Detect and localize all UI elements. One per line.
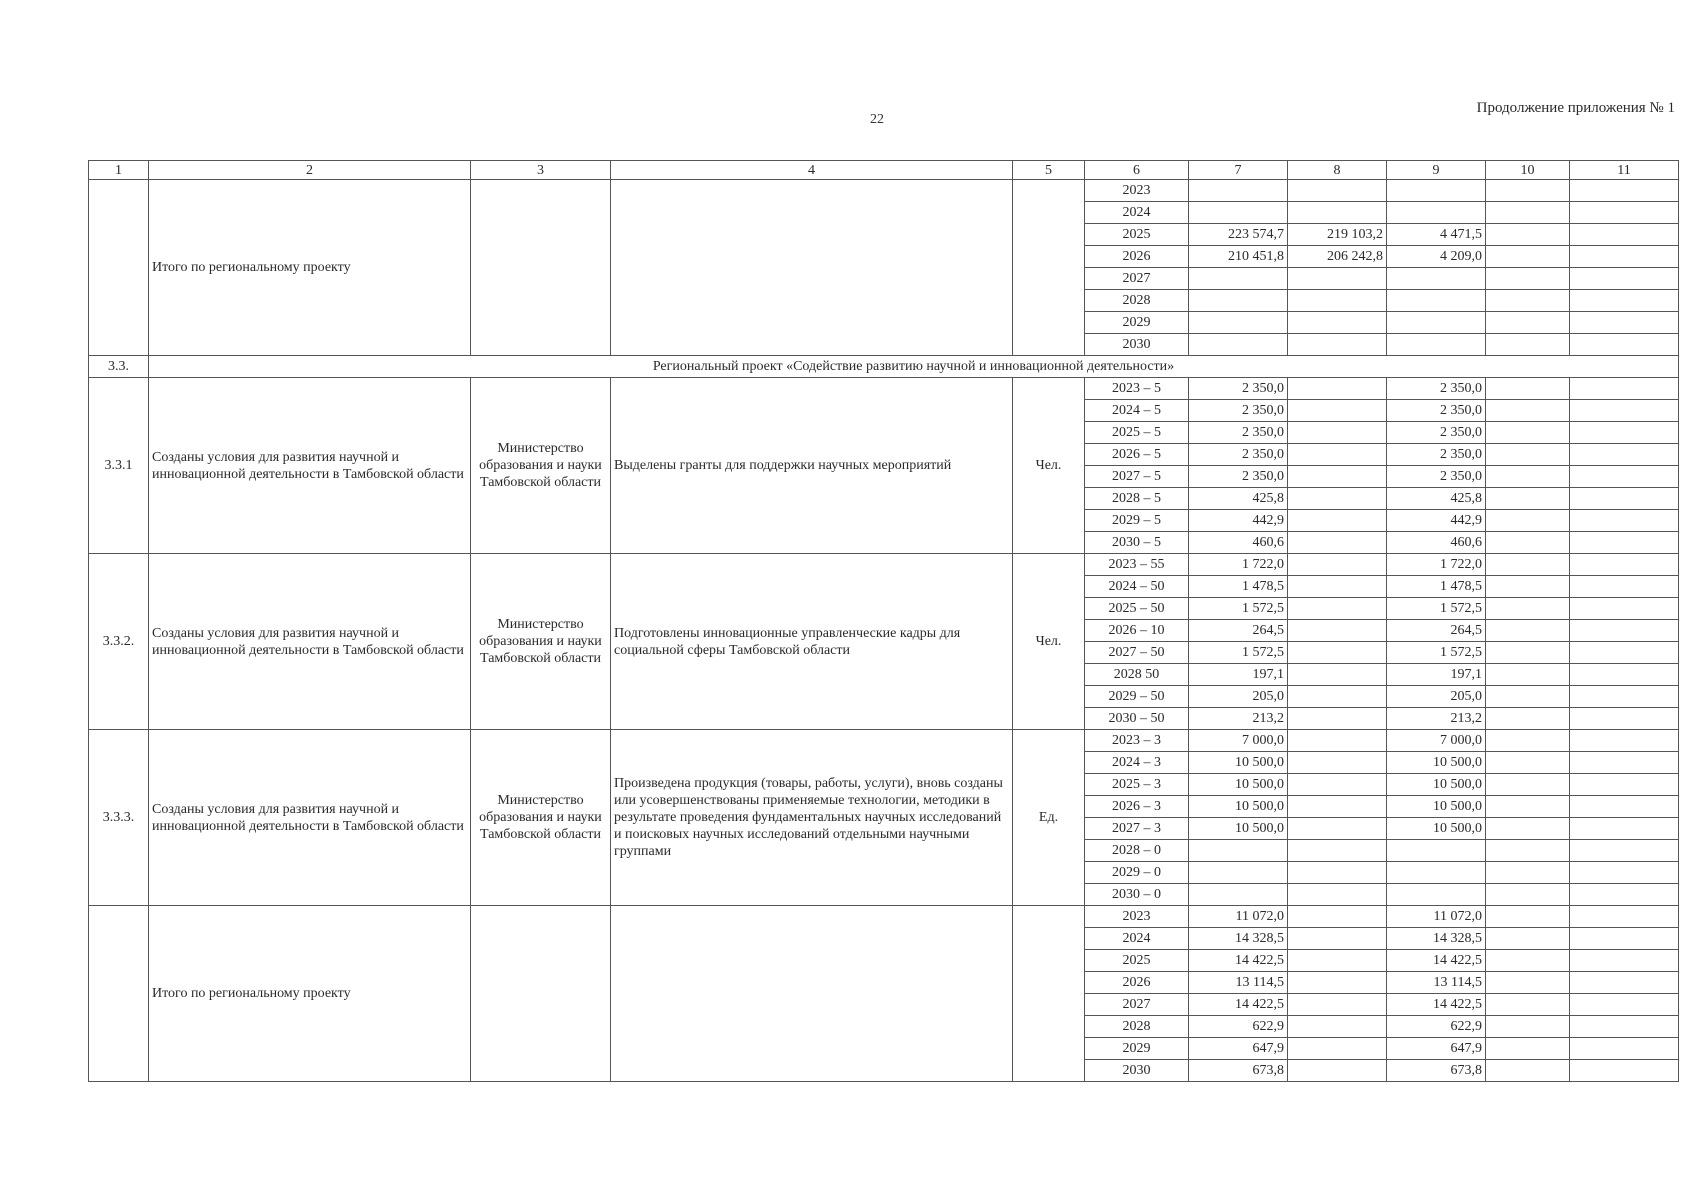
item-row	[89, 730, 1679, 752]
value-cell-col9: 673,8	[1387, 1060, 1486, 1082]
value-cell-col11	[1570, 202, 1679, 224]
value-cell-col11	[1570, 400, 1679, 422]
item-executor: Министерство образования и науки Тамбовской области	[471, 730, 611, 906]
value-cell-col9: 1 722,0	[1387, 554, 1486, 576]
year-cell: 2026 – 5	[1085, 444, 1189, 466]
page-number: 22	[870, 112, 884, 127]
column-header-3: 3	[471, 161, 611, 180]
value-cell-col9: 10 500,0	[1387, 752, 1486, 774]
year-cell: 2024	[1085, 202, 1189, 224]
year-cell: 2028	[1085, 1016, 1189, 1038]
year-cell: 2028 50	[1085, 664, 1189, 686]
column-header-8: 8	[1288, 161, 1387, 180]
value-cell-col11	[1570, 862, 1679, 884]
total-unit-cell	[1013, 180, 1085, 356]
value-cell-col11	[1570, 796, 1679, 818]
value-cell-col9	[1387, 884, 1486, 906]
year-cell: 2028	[1085, 290, 1189, 312]
value-cell-col8: 219 103,2	[1288, 224, 1387, 246]
value-cell-col7: 264,5	[1189, 620, 1288, 642]
value-cell-col11	[1570, 1038, 1679, 1060]
column-header-4: 4	[611, 161, 1013, 180]
value-cell-col11	[1570, 994, 1679, 1016]
value-cell-col10	[1486, 554, 1570, 576]
value-cell-col10	[1486, 994, 1570, 1016]
value-cell-col7: 223 574,7	[1189, 224, 1288, 246]
year-cell: 2028 – 5	[1085, 488, 1189, 510]
item-name: Созданы условия для развития научной и инновационной деятельности в Тамбовской области	[149, 554, 471, 730]
value-cell-col11	[1570, 598, 1679, 620]
value-cell-col9	[1387, 312, 1486, 334]
value-cell-col8	[1288, 664, 1387, 686]
value-cell-col9: 13 114,5	[1387, 972, 1486, 994]
value-cell-col11	[1570, 422, 1679, 444]
year-cell: 2023 – 55	[1085, 554, 1189, 576]
section-code: 3.3.	[89, 356, 149, 378]
budget-table	[88, 160, 1679, 1082]
value-cell-col9: 460,6	[1387, 532, 1486, 554]
total-unit-cell	[1013, 906, 1085, 1082]
value-cell-col10	[1486, 928, 1570, 950]
value-cell-col8	[1288, 994, 1387, 1016]
year-cell: 2023 – 3	[1085, 730, 1189, 752]
year-cell: 2027	[1085, 994, 1189, 1016]
value-cell-col11	[1570, 730, 1679, 752]
total-code-cell	[89, 180, 149, 356]
year-cell: 2029 – 5	[1085, 510, 1189, 532]
value-cell-col7	[1189, 884, 1288, 906]
value-cell-col11	[1570, 950, 1679, 972]
value-cell-col7: 10 500,0	[1189, 818, 1288, 840]
value-cell-col8	[1288, 576, 1387, 598]
value-cell-col8	[1288, 730, 1387, 752]
column-header-9: 9	[1387, 161, 1486, 180]
value-cell-col10	[1486, 224, 1570, 246]
value-cell-col7: 210 451,8	[1189, 246, 1288, 268]
value-cell-col8	[1288, 972, 1387, 994]
value-cell-col9: 622,9	[1387, 1016, 1486, 1038]
value-cell-col9: 2 350,0	[1387, 444, 1486, 466]
year-cell: 2026	[1085, 972, 1189, 994]
value-cell-col7: 673,8	[1189, 1060, 1288, 1082]
year-cell: 2023 – 5	[1085, 378, 1189, 400]
value-cell-col8	[1288, 862, 1387, 884]
value-cell-col8	[1288, 1060, 1387, 1082]
value-cell-col8	[1288, 202, 1387, 224]
value-cell-col10	[1486, 686, 1570, 708]
value-cell-col7: 11 072,0	[1189, 906, 1288, 928]
value-cell-col7	[1189, 840, 1288, 862]
value-cell-col7	[1189, 268, 1288, 290]
value-cell-col7: 460,6	[1189, 532, 1288, 554]
value-cell-col10	[1486, 1038, 1570, 1060]
section-row	[89, 356, 1679, 378]
value-cell-col11	[1570, 444, 1679, 466]
year-cell: 2023	[1085, 906, 1189, 928]
value-cell-col10	[1486, 708, 1570, 730]
value-cell-col8	[1288, 906, 1387, 928]
value-cell-col7: 1 478,5	[1189, 576, 1288, 598]
value-cell-col11	[1570, 378, 1679, 400]
value-cell-col9: 2 350,0	[1387, 466, 1486, 488]
value-cell-col10	[1486, 576, 1570, 598]
value-cell-col10	[1486, 796, 1570, 818]
item-code: 3.3.2.	[89, 554, 149, 730]
value-cell-col9: 213,2	[1387, 708, 1486, 730]
value-cell-col7: 442,9	[1189, 510, 1288, 532]
value-cell-col9: 1 478,5	[1387, 576, 1486, 598]
value-cell-col9: 1 572,5	[1387, 598, 1486, 620]
value-cell-col9	[1387, 334, 1486, 356]
value-cell-col7: 425,8	[1189, 488, 1288, 510]
year-cell: 2026	[1085, 246, 1189, 268]
column-header-11: 11	[1570, 161, 1679, 180]
total-result-cell	[611, 180, 1013, 356]
value-cell-col10	[1486, 466, 1570, 488]
value-cell-col10	[1486, 1060, 1570, 1082]
value-cell-col7: 14 422,5	[1189, 994, 1288, 1016]
value-cell-col10	[1486, 268, 1570, 290]
value-cell-col7: 10 500,0	[1189, 752, 1288, 774]
value-cell-col11	[1570, 708, 1679, 730]
value-cell-col7: 14 328,5	[1189, 928, 1288, 950]
value-cell-col11	[1570, 840, 1679, 862]
value-cell-col8	[1288, 840, 1387, 862]
value-cell-col7: 2 350,0	[1189, 444, 1288, 466]
item-name: Созданы условия для развития научной и инновационной деятельности в Тамбовской области	[149, 730, 471, 906]
value-cell-col11	[1570, 1016, 1679, 1038]
value-cell-col9: 10 500,0	[1387, 796, 1486, 818]
value-cell-col7: 10 500,0	[1189, 796, 1288, 818]
value-cell-col8	[1288, 378, 1387, 400]
year-cell: 2025	[1085, 950, 1189, 972]
value-cell-col10	[1486, 510, 1570, 532]
value-cell-col9: 2 350,0	[1387, 422, 1486, 444]
year-cell: 2024 – 3	[1085, 752, 1189, 774]
year-cell: 2026 – 10	[1085, 620, 1189, 642]
value-cell-col10	[1486, 752, 1570, 774]
value-cell-col8	[1288, 334, 1387, 356]
value-cell-col10	[1486, 246, 1570, 268]
value-cell-col7: 2 350,0	[1189, 400, 1288, 422]
item-unit: Чел.	[1013, 554, 1085, 730]
value-cell-col10	[1486, 400, 1570, 422]
value-cell-col10	[1486, 180, 1570, 202]
value-cell-col7: 13 114,5	[1189, 972, 1288, 994]
value-cell-col8	[1288, 180, 1387, 202]
value-cell-col8	[1288, 1016, 1387, 1038]
value-cell-col7	[1189, 180, 1288, 202]
value-cell-col10	[1486, 620, 1570, 642]
value-cell-col10	[1486, 290, 1570, 312]
year-cell: 2024 – 5	[1085, 400, 1189, 422]
value-cell-col9	[1387, 840, 1486, 862]
value-cell-col11	[1570, 752, 1679, 774]
value-cell-col10	[1486, 818, 1570, 840]
value-cell-col11	[1570, 774, 1679, 796]
total-label: Итого по региональному проекту	[149, 906, 471, 1082]
value-cell-col10	[1486, 884, 1570, 906]
value-cell-col8	[1288, 444, 1387, 466]
value-cell-col9: 425,8	[1387, 488, 1486, 510]
value-cell-col9	[1387, 180, 1486, 202]
value-cell-col8	[1288, 510, 1387, 532]
value-cell-col7: 7 000,0	[1189, 730, 1288, 752]
value-cell-col9: 11 072,0	[1387, 906, 1486, 928]
year-cell: 2024 – 50	[1085, 576, 1189, 598]
value-cell-col10	[1486, 598, 1570, 620]
year-cell: 2027 – 5	[1085, 466, 1189, 488]
value-cell-col11	[1570, 884, 1679, 906]
value-cell-col9: 10 500,0	[1387, 774, 1486, 796]
value-cell-col10	[1486, 730, 1570, 752]
value-cell-col8	[1288, 400, 1387, 422]
value-cell-col7	[1189, 202, 1288, 224]
item-code: 3.3.1	[89, 378, 149, 554]
value-cell-col7: 10 500,0	[1189, 774, 1288, 796]
column-header-1: 1	[89, 161, 149, 180]
year-cell: 2024	[1085, 928, 1189, 950]
value-cell-col9: 1 572,5	[1387, 642, 1486, 664]
value-cell-col8	[1288, 796, 1387, 818]
item-unit: Ед.	[1013, 730, 1085, 906]
value-cell-col11	[1570, 664, 1679, 686]
value-cell-col8	[1288, 774, 1387, 796]
value-cell-col8: 206 242,8	[1288, 246, 1387, 268]
value-cell-col11	[1570, 290, 1679, 312]
value-cell-col10	[1486, 334, 1570, 356]
year-cell: 2030	[1085, 334, 1189, 356]
item-executor: Министерство образования и науки Тамбовской области	[471, 554, 611, 730]
value-cell-col11	[1570, 642, 1679, 664]
value-cell-col9: 2 350,0	[1387, 378, 1486, 400]
value-cell-col9: 14 422,5	[1387, 994, 1486, 1016]
value-cell-col8	[1288, 642, 1387, 664]
value-cell-col9: 4 471,5	[1387, 224, 1486, 246]
year-cell: 2029	[1085, 1038, 1189, 1060]
value-cell-col9: 205,0	[1387, 686, 1486, 708]
value-cell-col11	[1570, 686, 1679, 708]
value-cell-col10	[1486, 312, 1570, 334]
year-cell: 2029 – 50	[1085, 686, 1189, 708]
value-cell-col11	[1570, 620, 1679, 642]
value-cell-col8	[1288, 950, 1387, 972]
value-cell-col8	[1288, 620, 1387, 642]
item-row	[89, 378, 1679, 400]
value-cell-col7: 197,1	[1189, 664, 1288, 686]
value-cell-col7: 2 350,0	[1189, 378, 1288, 400]
value-cell-col10	[1486, 642, 1570, 664]
value-cell-col7	[1189, 862, 1288, 884]
item-executor: Министерство образования и науки Тамбовской области	[471, 378, 611, 554]
value-cell-col8	[1288, 708, 1387, 730]
value-cell-col7	[1189, 334, 1288, 356]
column-header-2: 2	[149, 161, 471, 180]
value-cell-col11	[1570, 972, 1679, 994]
value-cell-col10	[1486, 202, 1570, 224]
year-cell: 2026 – 3	[1085, 796, 1189, 818]
table-body	[89, 180, 1679, 1082]
value-cell-col7: 1 572,5	[1189, 642, 1288, 664]
item-result: Подготовлены инновационные управленческие кадры для социальной сферы Тамбовской области	[611, 554, 1013, 730]
section-title: Региональный проект «Содействие развитию научной и инновационной деятельности»	[149, 356, 1679, 378]
value-cell-col9	[1387, 268, 1486, 290]
year-cell: 2028 – 0	[1085, 840, 1189, 862]
item-unit: Чел.	[1013, 378, 1085, 554]
value-cell-col10	[1486, 422, 1570, 444]
value-cell-col8	[1288, 268, 1387, 290]
value-cell-col7: 213,2	[1189, 708, 1288, 730]
value-cell-col9	[1387, 290, 1486, 312]
value-cell-col7: 1 722,0	[1189, 554, 1288, 576]
year-cell: 2030 – 50	[1085, 708, 1189, 730]
year-cell: 2023	[1085, 180, 1189, 202]
item-result: Выделены гранты для поддержки научных мероприятий	[611, 378, 1013, 554]
value-cell-col10	[1486, 950, 1570, 972]
value-cell-col8	[1288, 686, 1387, 708]
value-cell-col11	[1570, 576, 1679, 598]
value-cell-col11	[1570, 268, 1679, 290]
value-cell-col8	[1288, 466, 1387, 488]
item-code: 3.3.3.	[89, 730, 149, 906]
year-cell: 2029	[1085, 312, 1189, 334]
value-cell-col11	[1570, 246, 1679, 268]
value-cell-col11	[1570, 488, 1679, 510]
value-cell-col8	[1288, 928, 1387, 950]
total-row	[89, 180, 1679, 202]
year-cell: 2030 – 5	[1085, 532, 1189, 554]
value-cell-col11	[1570, 180, 1679, 202]
value-cell-col9: 197,1	[1387, 664, 1486, 686]
value-cell-col10	[1486, 664, 1570, 686]
value-cell-col9: 14 328,5	[1387, 928, 1486, 950]
value-cell-col10	[1486, 1016, 1570, 1038]
value-cell-col7: 1 572,5	[1189, 598, 1288, 620]
year-cell: 2027 – 50	[1085, 642, 1189, 664]
year-cell: 2030	[1085, 1060, 1189, 1082]
column-header-7: 7	[1189, 161, 1288, 180]
year-cell: 2029 – 0	[1085, 862, 1189, 884]
item-row	[89, 554, 1679, 576]
value-cell-col11	[1570, 818, 1679, 840]
value-cell-col9: 7 000,0	[1387, 730, 1486, 752]
column-header-10: 10	[1486, 161, 1570, 180]
column-header-row	[89, 161, 1679, 180]
total-executor-cell	[471, 180, 611, 356]
value-cell-col11	[1570, 466, 1679, 488]
year-cell: 2027	[1085, 268, 1189, 290]
value-cell-col9: 14 422,5	[1387, 950, 1486, 972]
value-cell-col9: 4 209,0	[1387, 246, 1486, 268]
total-executor-cell	[471, 906, 611, 1082]
value-cell-col9: 2 350,0	[1387, 400, 1486, 422]
value-cell-col10	[1486, 532, 1570, 554]
total-label: Итого по региональному проекту	[149, 180, 471, 356]
value-cell-col11	[1570, 334, 1679, 356]
column-header-5: 5	[1013, 161, 1085, 180]
value-cell-col11	[1570, 532, 1679, 554]
value-cell-col8	[1288, 1038, 1387, 1060]
total-code-cell	[89, 906, 149, 1082]
year-cell: 2025 – 50	[1085, 598, 1189, 620]
value-cell-col7: 205,0	[1189, 686, 1288, 708]
value-cell-col8	[1288, 554, 1387, 576]
year-cell: 2025	[1085, 224, 1189, 246]
year-cell: 2030 – 0	[1085, 884, 1189, 906]
value-cell-col10	[1486, 840, 1570, 862]
value-cell-col7: 647,9	[1189, 1038, 1288, 1060]
value-cell-col10	[1486, 774, 1570, 796]
total-row	[89, 906, 1679, 928]
value-cell-col8	[1288, 312, 1387, 334]
value-cell-col8	[1288, 598, 1387, 620]
value-cell-col9: 647,9	[1387, 1038, 1486, 1060]
year-cell: 2025 – 5	[1085, 422, 1189, 444]
value-cell-col8	[1288, 422, 1387, 444]
value-cell-col7	[1189, 312, 1288, 334]
value-cell-col9: 264,5	[1387, 620, 1486, 642]
value-cell-col9: 10 500,0	[1387, 818, 1486, 840]
value-cell-col11	[1570, 1060, 1679, 1082]
value-cell-col9	[1387, 862, 1486, 884]
column-header-6: 6	[1085, 161, 1189, 180]
value-cell-col8	[1288, 884, 1387, 906]
value-cell-col11	[1570, 312, 1679, 334]
appendix-continuation-note: Продолжение приложения № 1	[1476, 100, 1675, 116]
value-cell-col8	[1288, 488, 1387, 510]
value-cell-col11	[1570, 510, 1679, 532]
total-result-cell	[611, 906, 1013, 1082]
value-cell-col11	[1570, 554, 1679, 576]
value-cell-col10	[1486, 378, 1570, 400]
year-cell: 2025 – 3	[1085, 774, 1189, 796]
value-cell-col10	[1486, 862, 1570, 884]
value-cell-col7	[1189, 290, 1288, 312]
value-cell-col10	[1486, 906, 1570, 928]
year-cell: 2027 – 3	[1085, 818, 1189, 840]
value-cell-col11	[1570, 224, 1679, 246]
value-cell-col8	[1288, 818, 1387, 840]
item-name: Созданы условия для развития научной и инновационной деятельности в Тамбовской области	[149, 378, 471, 554]
value-cell-col8	[1288, 532, 1387, 554]
item-result: Произведена продукция (товары, работы, услуги), вновь созданы или усовершенствованы применяемые технологии, методики в результате проведения фундаментальных научных исследований и поисковых научных исследований отдельными научными группами	[611, 730, 1013, 906]
value-cell-col7: 2 350,0	[1189, 422, 1288, 444]
value-cell-col11	[1570, 906, 1679, 928]
value-cell-col10	[1486, 444, 1570, 466]
value-cell-col9	[1387, 202, 1486, 224]
value-cell-col8	[1288, 290, 1387, 312]
value-cell-col10	[1486, 488, 1570, 510]
value-cell-col9: 442,9	[1387, 510, 1486, 532]
value-cell-col8	[1288, 752, 1387, 774]
value-cell-col7: 2 350,0	[1189, 466, 1288, 488]
value-cell-col7: 622,9	[1189, 1016, 1288, 1038]
value-cell-col10	[1486, 972, 1570, 994]
value-cell-col11	[1570, 928, 1679, 950]
value-cell-col7: 14 422,5	[1189, 950, 1288, 972]
